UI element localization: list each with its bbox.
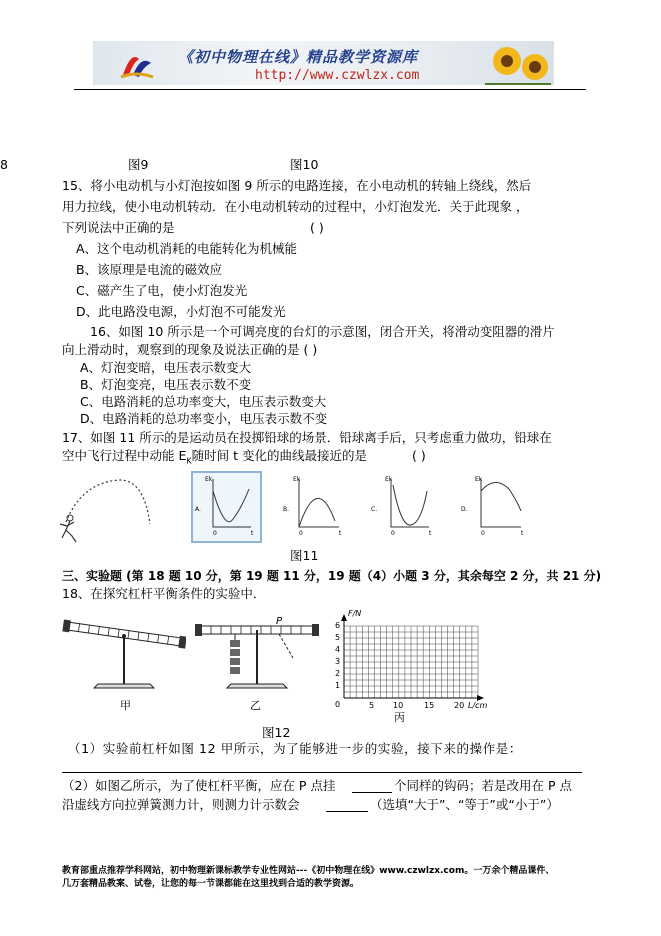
q18-blank-reading[interactable] xyxy=(326,811,368,812)
graph-d-origin: 0 xyxy=(481,530,485,537)
q16-option-c: C、电路消耗的总功率变大，电压表示数变大 xyxy=(80,394,327,409)
graph-a-origin: 0 xyxy=(213,530,217,537)
y-tick-1: 1 xyxy=(335,681,341,690)
y-tick-3: 3 xyxy=(335,657,341,666)
x-axis-label: L/cm xyxy=(468,701,488,710)
graph-d-letter: D. xyxy=(461,506,468,513)
fig12-label-bing: 丙 xyxy=(394,711,405,724)
graph-b-letter: B. xyxy=(283,506,290,513)
q16-option-b: B、灯泡变亮，电压表示数不变 xyxy=(80,377,252,392)
fig10-caption: 图10 xyxy=(290,157,319,172)
fig12-label-jia: 甲 xyxy=(120,699,131,712)
graph-a-ylabel: Ek xyxy=(205,476,213,483)
shot-put-thrower-figure xyxy=(58,478,158,546)
lever-yi-figure xyxy=(195,618,319,696)
x-tick-20: 20 xyxy=(454,701,465,710)
grid-origin: 0 xyxy=(335,700,341,709)
graph-d xyxy=(481,479,521,527)
q18-part2-line2-start: 沿虚线方向拉弹簧测力计，则测力计示数会 xyxy=(62,797,300,812)
graph-a xyxy=(213,479,251,527)
q18-part2-line2-end: （选填“大于”、“等于”或“小于”） xyxy=(370,797,559,812)
q16-option-d: D、电路消耗的总功率变小，电压表示数不变 xyxy=(80,411,328,426)
banner-url[interactable]: http://www.czwlzx.com xyxy=(255,68,420,83)
q18-part1: （1）实验前杠杆如图 12 甲所示，为了能够进一步的实验，接下来的操作是： xyxy=(68,741,523,756)
q16-line1: 16、如图 10 所示是一个可调亮度的台灯的示意图，闭合开关，将滑动变阻器的滑片 xyxy=(90,324,555,339)
graph-b-xlabel: t xyxy=(339,530,342,537)
graph-a-letter: A. xyxy=(195,506,201,513)
graph-b xyxy=(299,479,339,527)
y-tick-2: 2 xyxy=(335,669,341,678)
force-length-grid xyxy=(318,604,500,714)
q18-title: 18、在探究杠杆平衡条件的实验中． xyxy=(62,586,266,601)
fig11-caption: 图11 xyxy=(290,548,319,563)
q15-option-b: B、该原理是电流的磁效应 xyxy=(76,262,223,277)
q15-option-a: A、这个电动机消耗的电能转化为机械能 xyxy=(76,241,298,256)
q17-answer-paren: ( ) xyxy=(412,448,426,463)
graph-b-origin: 0 xyxy=(299,530,303,537)
graph-c-origin: 0 xyxy=(391,530,395,537)
footer-line1: 教育部重点推荐学科网站，初中物理新课标教学专业性网站---《初中物理在线》www.czwlzx.com。一万余个精品课件、 xyxy=(62,866,555,876)
graph-a-xlabel: t xyxy=(251,530,254,537)
q15-option-c: C、磁产生了电，使小灯泡发光 xyxy=(76,283,248,298)
graph-c-xlabel: t xyxy=(429,530,432,537)
q17-line2-end: 随时间 t 变化的曲线最接近的是 xyxy=(191,448,367,463)
q17-line2 xyxy=(62,448,367,470)
q18-part2-line1-end: 个同样的钩码；若是改用在 P 点 xyxy=(394,778,572,793)
graph-b-ylabel: Ek xyxy=(293,476,301,483)
q15-line3: 下列说法中正确的是 xyxy=(62,220,175,235)
q15-option-d: D、此电路没电源，小灯泡不可能发光 xyxy=(76,304,286,319)
point-p-label: P xyxy=(276,616,283,627)
q17-line1: 17、如图 11 所示的是运动员在投掷铅球的场景．铅球离手后，只考虑重力做功，铅球在 xyxy=(62,430,552,445)
stray-number: 8 xyxy=(0,157,8,172)
q16-line2: 向上滑动时，观察到的现象及说法正确的是 ( ) xyxy=(62,342,318,357)
ek-t-graphs xyxy=(191,471,531,543)
graph-c-letter: C. xyxy=(371,506,378,513)
site-logo-icon xyxy=(117,45,155,81)
q17-line2-start: 空中飞行过程中动能 E xyxy=(62,448,187,463)
q18-part1-answer-line[interactable] xyxy=(62,772,582,773)
q15-answer-paren: ( ) xyxy=(310,220,324,235)
section3-heading: 三、实验题 (第 18 题 10 分，第 19 题 11 分，19 题（4）小题 3 分，其余每空 2 分，共 21 分) xyxy=(62,569,602,583)
fig12-label-yi: 乙 xyxy=(250,699,261,712)
header-divider xyxy=(74,89,586,90)
lever-jia-figure xyxy=(62,612,186,696)
y-tick-5: 5 xyxy=(335,633,341,642)
q15-line1: 15、将小电动机与小灯泡按如图 9 所示的电路连接，在小电动机的转轴上绕线，然后 xyxy=(62,178,532,193)
q16-option-a: A、灯泡变暗，电压表示数变大 xyxy=(80,360,252,375)
q17-subscript: K xyxy=(186,456,192,466)
y-axis-label: F/N xyxy=(348,609,362,618)
fig12-caption: 图12 xyxy=(262,725,291,740)
q18-part2-line1-start: （2）如图乙所示，为了使杠杆平衡，应在 P 点挂 xyxy=(62,778,336,793)
footer-line2: 几万套精品教案、试卷，让您的每一节课都能在这里找到合适的教学资源。 xyxy=(62,879,360,889)
banner-title: 《初中物理在线》精品教学资源库 xyxy=(178,48,419,66)
q15-line2: 用力拉线，使小电动机转动．在小电动机转动的过程中，小灯泡发光．关于此现象 ， xyxy=(62,199,529,214)
q18-blank-hook-count[interactable] xyxy=(352,792,392,793)
x-tick-5: 5 xyxy=(369,701,375,710)
graph-c xyxy=(391,479,429,527)
x-tick-10: 10 xyxy=(393,701,404,710)
graph-d-ylabel: Ek xyxy=(475,476,483,483)
y-tick-4: 4 xyxy=(335,645,341,654)
x-tick-15: 15 xyxy=(424,701,435,710)
y-tick-6: 6 xyxy=(335,621,341,630)
graph-d-xlabel: t xyxy=(521,530,524,537)
sunflower-icon xyxy=(485,43,551,85)
graph-c-ylabel: Ek xyxy=(385,476,393,483)
fig9-caption: 图9 xyxy=(128,157,149,172)
